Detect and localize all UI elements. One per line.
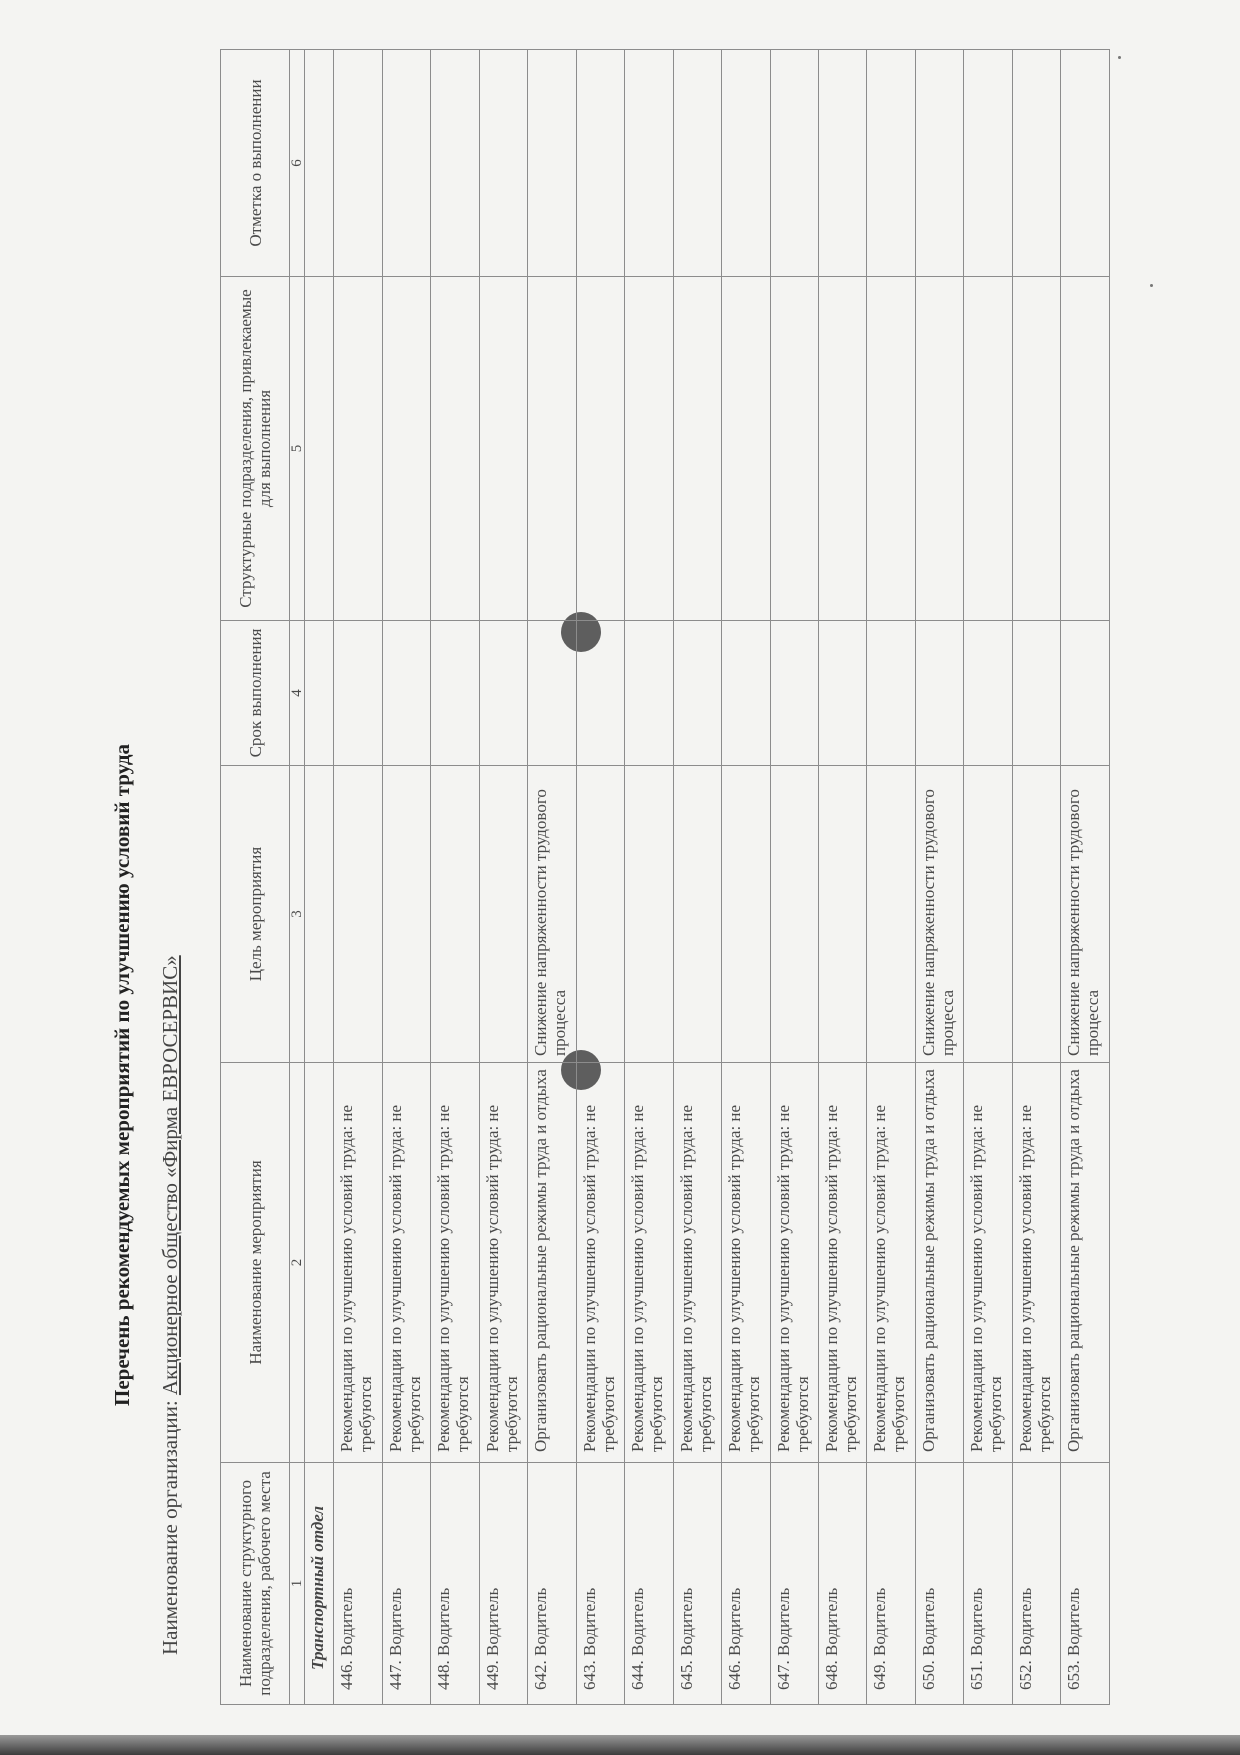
goal-cell: [818, 766, 866, 1063]
goal-cell: [770, 766, 818, 1063]
goal-cell: [867, 766, 915, 1063]
section-title: Транспортный отдел: [305, 1463, 334, 1705]
header-goal: Цель мероприятия: [221, 766, 290, 1063]
departments-cell: [479, 277, 527, 621]
position-cell: 446. Водитель: [334, 1463, 382, 1705]
goal-cell: [722, 766, 770, 1063]
action-cell: Рекомендации по улучшению условий труда: не требуются: [964, 1063, 1012, 1463]
completion-cell: [576, 50, 624, 277]
deadline-cell: [528, 621, 576, 766]
position-cell: 649. Водитель: [867, 1463, 915, 1705]
departments-cell: [964, 277, 1012, 621]
deadline-cell: [576, 621, 624, 766]
column-number: 4: [290, 621, 305, 766]
table-row: [818, 50, 866, 1705]
completion-cell: [382, 50, 430, 277]
table-row: [576, 50, 624, 1705]
action-cell: Рекомендации по улучшению условий труда: не требуются: [722, 1063, 770, 1463]
table-row: [625, 50, 673, 1705]
departments-cell: [673, 277, 721, 621]
deadline-cell: [818, 621, 866, 766]
position-cell: 644. Водитель: [625, 1463, 673, 1705]
deadline-cell: [867, 621, 915, 766]
action-cell: Рекомендации по улучшению условий труда: не требуются: [334, 1063, 382, 1463]
goal-cell: [1012, 766, 1060, 1063]
table-row: [915, 50, 963, 1705]
deadline-cell: [722, 621, 770, 766]
organization-name: Акционерное общество «Фирма ЕВРОСЕРВИС»: [158, 955, 182, 1396]
position-cell: 651. Водитель: [964, 1463, 1012, 1705]
goal-cell: [673, 766, 721, 1063]
organization-label: Наименование организации:: [158, 1400, 182, 1655]
scanner-edge: [0, 1735, 1240, 1755]
table-row: [479, 50, 527, 1705]
position-cell: 646. Водитель: [722, 1463, 770, 1705]
goal-cell: Снижение напряженности трудового процесса: [1061, 766, 1110, 1063]
action-cell: Рекомендации по улучшению условий труда: не требуются: [673, 1063, 721, 1463]
completion-cell: [673, 50, 721, 277]
goal-cell: [625, 766, 673, 1063]
column-number: 1: [290, 1463, 305, 1705]
header-departments: Структурные подразделения, привлекаемые для выполнения: [221, 277, 290, 621]
action-cell: Рекомендации по улучшению условий труда: не требуются: [1012, 1063, 1060, 1463]
action-cell: Рекомендации по улучшению условий труда: не требуются: [818, 1063, 866, 1463]
goal-cell: [479, 766, 527, 1063]
header-completion: Отметка о выполнении: [221, 50, 290, 277]
completion-cell: [1061, 50, 1110, 277]
position-cell: 647. Водитель: [770, 1463, 818, 1705]
column-number-row: [290, 50, 305, 1705]
position-cell: 447. Водитель: [382, 1463, 430, 1705]
deadline-cell: [770, 621, 818, 766]
deadline-cell: [1061, 621, 1110, 766]
completion-cell: [964, 50, 1012, 277]
action-cell: Рекомендации по улучшению условий труда: не требуются: [625, 1063, 673, 1463]
position-cell: 448. Водитель: [431, 1463, 479, 1705]
completion-cell: [867, 50, 915, 277]
goal-cell: Снижение напряженности трудового процесса: [528, 766, 576, 1063]
departments-cell: [625, 277, 673, 621]
action-cell: Рекомендации по улучшению условий труда: не требуются: [382, 1063, 430, 1463]
deadline-cell: [673, 621, 721, 766]
action-cell: Рекомендации по улучшению условий труда: не требуются: [576, 1063, 624, 1463]
column-number: 2: [290, 1063, 305, 1463]
header-position: Наименование структурного подразделения, рабочего места: [221, 1463, 290, 1705]
action-cell: Рекомендации по улучшению условий труда: не требуются: [867, 1063, 915, 1463]
departments-cell: [867, 277, 915, 621]
deadline-cell: [479, 621, 527, 766]
action-cell: Рекомендации по улучшению условий труда: не требуются: [770, 1063, 818, 1463]
position-cell: 449. Водитель: [479, 1463, 527, 1705]
goal-cell: [382, 766, 430, 1063]
position-cell: 648. Водитель: [818, 1463, 866, 1705]
section-row: [305, 50, 334, 1705]
table-row: [770, 50, 818, 1705]
departments-cell: [722, 277, 770, 621]
completion-cell: [334, 50, 382, 277]
table-row: [867, 50, 915, 1705]
measures-table: [220, 49, 1110, 1705]
completion-cell: [818, 50, 866, 277]
position-cell: 653. Водитель: [1061, 1463, 1110, 1705]
deadline-cell: [382, 621, 430, 766]
completion-cell: [722, 50, 770, 277]
table-row: [1061, 50, 1110, 1705]
table-row: [673, 50, 721, 1705]
departments-cell: [382, 277, 430, 621]
goal-cell: [964, 766, 1012, 1063]
table-row: [528, 50, 576, 1705]
table-row: [722, 50, 770, 1705]
position-cell: 643. Водитель: [576, 1463, 624, 1705]
column-number: 6: [290, 50, 305, 277]
completion-cell: [431, 50, 479, 277]
completion-cell: [625, 50, 673, 277]
table-row: [382, 50, 430, 1705]
deadline-cell: [334, 621, 382, 766]
completion-cell: [479, 50, 527, 277]
deadline-cell: [625, 621, 673, 766]
action-cell: Рекомендации по улучшению условий труда: не требуются: [431, 1063, 479, 1463]
completion-cell: [1012, 50, 1060, 277]
goal-cell: [431, 766, 479, 1063]
table-row: [964, 50, 1012, 1705]
action-cell: Рекомендации по улучшению условий труда: не требуются: [479, 1063, 527, 1463]
departments-cell: [818, 277, 866, 621]
header-action: Наименование мероприятия: [221, 1063, 290, 1463]
header-deadline: Срок выполнения: [221, 621, 290, 766]
departments-cell: [770, 277, 818, 621]
departments-cell: [576, 277, 624, 621]
column-number: 3: [290, 766, 305, 1063]
table-row: [1012, 50, 1060, 1705]
departments-cell: [334, 277, 382, 621]
header-row: [221, 50, 290, 1705]
departments-cell: [1061, 277, 1110, 621]
table-row: [431, 50, 479, 1705]
position-cell: 642. Водитель: [528, 1463, 576, 1705]
action-cell: Организовать рациональные режимы труда и отдыха: [915, 1063, 963, 1463]
deadline-cell: [431, 621, 479, 766]
organization-line: [158, 955, 183, 1655]
document-title: Перечень рекомендуемых мероприятий по улучшению условий труда: [110, 744, 134, 1406]
deadline-cell: [964, 621, 1012, 766]
goal-cell: [576, 766, 624, 1063]
goal-cell: Снижение напряженности трудового процесса: [915, 766, 963, 1063]
departments-cell: [915, 277, 963, 621]
departments-cell: [431, 277, 479, 621]
deadline-cell: [1012, 621, 1060, 766]
departments-cell: [1012, 277, 1060, 621]
position-cell: 645. Водитель: [673, 1463, 721, 1705]
table-row: [334, 50, 382, 1705]
action-cell: Организовать рациональные режимы труда и отдыха: [528, 1063, 576, 1463]
goal-cell: [334, 766, 382, 1063]
completion-cell: [915, 50, 963, 277]
column-number: 5: [290, 277, 305, 621]
completion-cell: [770, 50, 818, 277]
completion-cell: [528, 50, 576, 277]
position-cell: 652. Водитель: [1012, 1463, 1060, 1705]
deadline-cell: [915, 621, 963, 766]
departments-cell: [528, 277, 576, 621]
position-cell: 650. Водитель: [915, 1463, 963, 1705]
action-cell: Организовать рациональные режимы труда и отдыха: [1061, 1063, 1110, 1463]
